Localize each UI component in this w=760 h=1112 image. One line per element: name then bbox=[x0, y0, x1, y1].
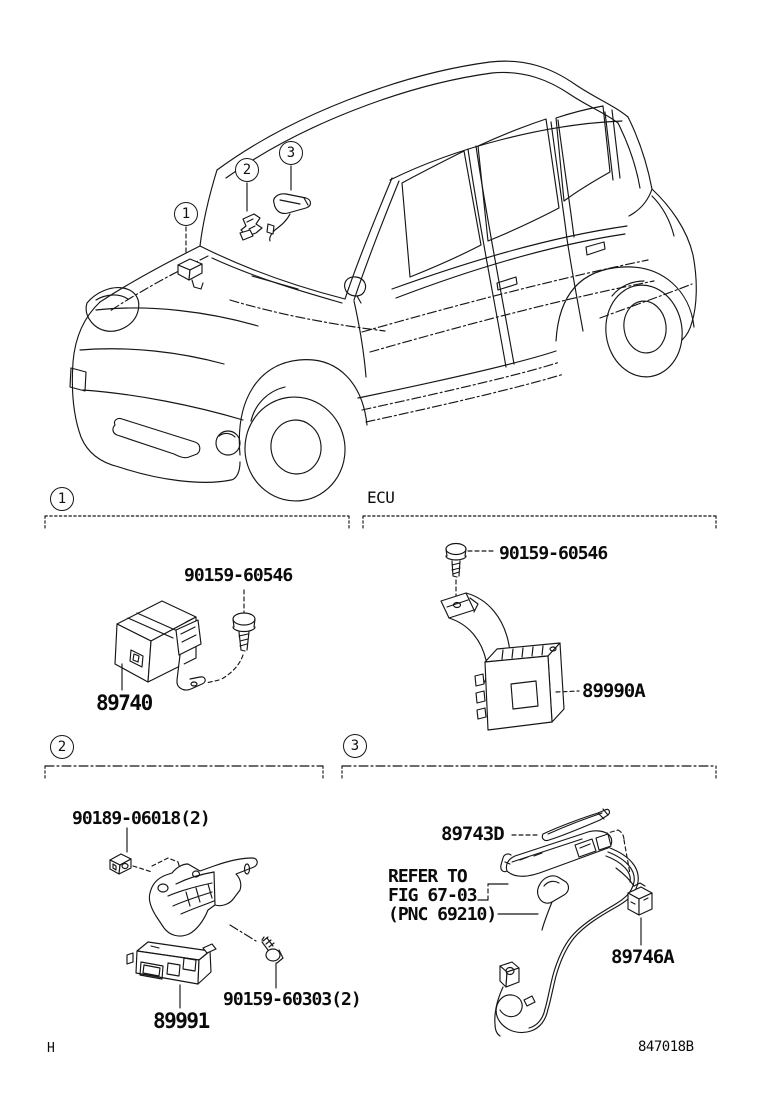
part-number-label-89991: 89991 bbox=[153, 1009, 209, 1033]
ecu-section-part-drawing bbox=[441, 544, 579, 731]
section2-callout: 2 bbox=[50, 735, 74, 759]
car-callout-3: 3 bbox=[279, 141, 303, 165]
part-number-label-screw-s1: 90159-60546 bbox=[184, 565, 293, 586]
reference-note-line1: REFER TO bbox=[388, 866, 467, 887]
footer-figure-code: 847018B bbox=[638, 1039, 694, 1055]
part-number-label-89746a: 89746A bbox=[611, 946, 674, 968]
car-drawing bbox=[70, 61, 696, 507]
car-callout-parts bbox=[178, 166, 311, 289]
part-number-label-screw-s2: 90159-60303(2) bbox=[223, 989, 361, 1010]
part-number-label-screw-ecu: 90159-60546 bbox=[499, 543, 608, 564]
part-number-label-89740: 89740 bbox=[96, 691, 152, 715]
section1-callout: 1 bbox=[50, 487, 74, 511]
reference-note-line3: (PNC 69210) bbox=[388, 904, 497, 925]
footer-page-code: H bbox=[47, 1041, 55, 1056]
car-callout-1: 1 bbox=[174, 202, 198, 226]
section3-callout: 3 bbox=[343, 734, 367, 758]
part-number-label-89990a: 89990A bbox=[582, 680, 645, 702]
ecu-section-title: ECU bbox=[367, 488, 395, 507]
part-number-label-89743d: 89743D bbox=[441, 823, 504, 845]
car-callout-2: 2 bbox=[235, 158, 259, 182]
part-number-label-clip-s2: 90189-06018(2) bbox=[72, 808, 210, 829]
reference-note-line2: FIG 67-03 bbox=[388, 885, 477, 906]
section2-part-drawing bbox=[110, 828, 283, 1008]
section1-part-drawing bbox=[115, 590, 255, 690]
section3-part-drawing bbox=[478, 809, 652, 1036]
